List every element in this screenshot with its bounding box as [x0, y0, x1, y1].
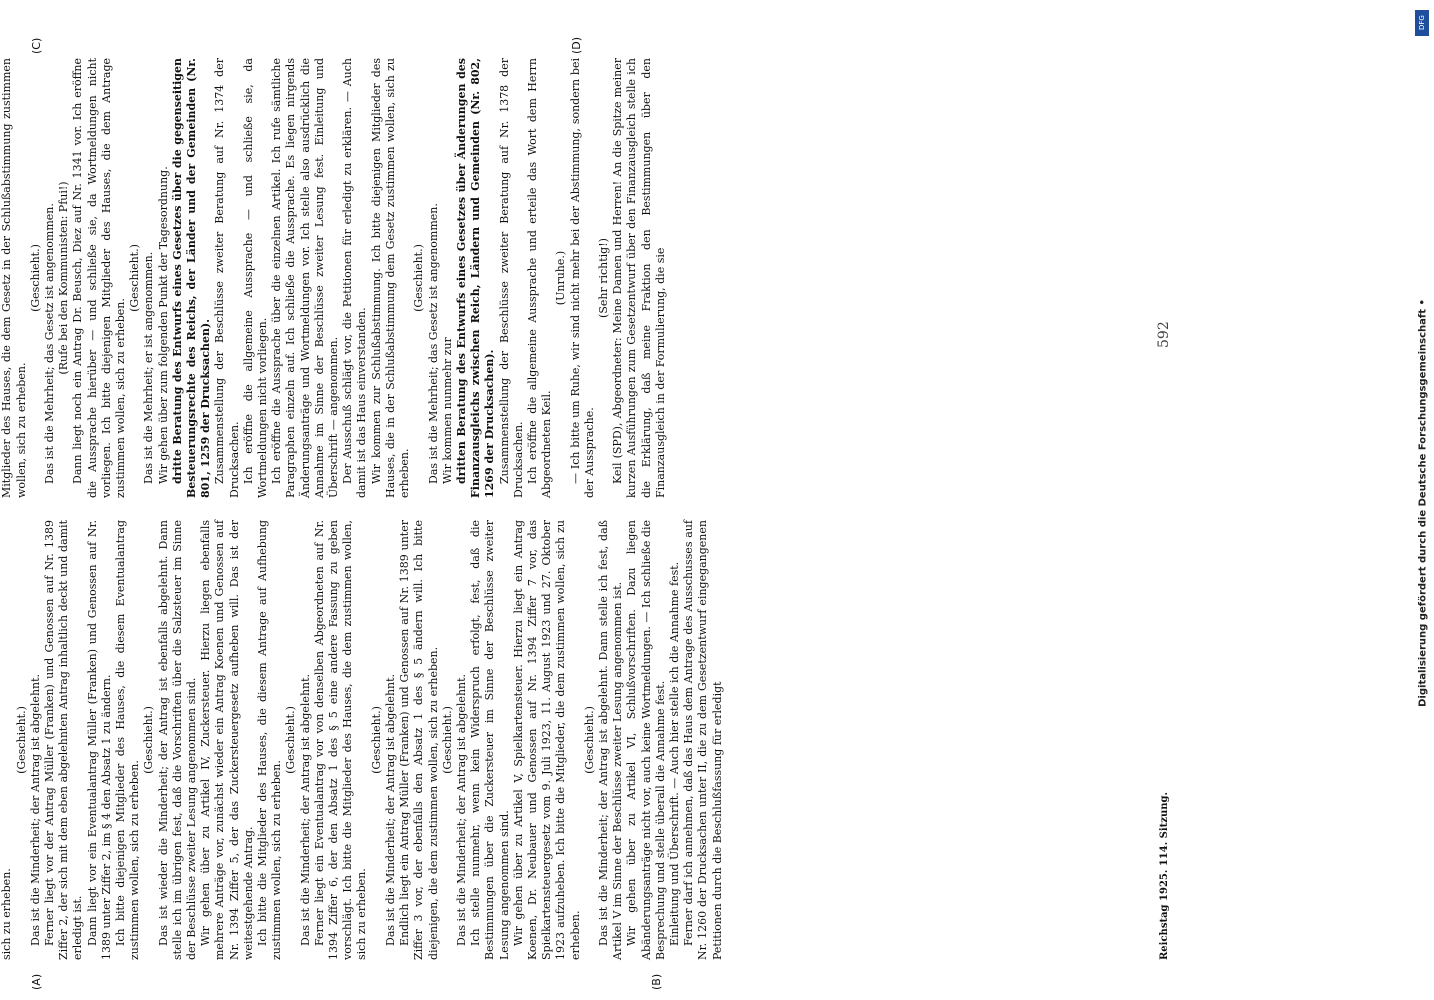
paragraph: (Geschieht.) — [582, 706, 596, 774]
paragraph: sich zu erheben. — [0, 868, 14, 960]
margin-letter-a: (A) — [30, 973, 43, 990]
funding-notice-text: Digitalisierung gefördert durch die Deutsche Forschungsgemeinschaft • — [1417, 299, 1429, 707]
paragraph: (Unruhe.) — [554, 250, 568, 306]
paragraph: Mitglieder des Hauses, die dem Gesetz in der Schlußabstimmung zustimmen wollen, sich zu erheben. — [0, 58, 28, 498]
paragraph: Das ist die Mehrheit; das Gesetz ist angenommen. — [426, 203, 440, 484]
paragraph: (Geschieht.) — [28, 244, 42, 312]
paragraph: Ferner liegt vor der Antrag Müller (Franken) und Genossen auf Nr. 1389 Ziffer 2, der sich mit dem eben abgelehnten Antrag inhaltlich deckt und damit erledigt ist. — [43, 520, 85, 960]
paragraph: Das ist die Minderheit; der Antrag ist abgelehnt. Dann stelle ich fest, daß Artikel V im Sinne der Beschlüsse zweiter Lesung angenommen ist. — [596, 520, 625, 960]
paragraph: Einleitung und Überschrift. — Auch hier stelle ich die Annahme fest. — [667, 561, 681, 946]
paragraph: Das ist die Minderheit; der Antrag ist abgelehnt. — [298, 673, 312, 946]
paragraph: Dann liegt vor ein Eventualantrag Müller (Franken) und Genossen auf Nr. 1389 unter Ziffer 2, im § 4 den Absatz 1 zu ändern. — [85, 520, 113, 960]
paragraph: Keil (SPD), Abgeordneter: Meine Damen und Herren! An die Spitze meiner kurzen Ausführungen zum Gesetzentwurf über den Finanzausgleich stelle ich die Erklärung, daß meine Fraktion den Bestimmungen über den Finanzausgleich in der Formulierung, die sie — [611, 58, 667, 498]
paragraph: Zusammenstellung der Beschlüsse zweiter Beratung auf Nr. 1374 der Drucksachen. — [213, 58, 241, 498]
paragraph: Wir gehen über zu Artikel V, Spielkartensteuer. Hierzu liegt ein Antrag Koenen, Dr. Neubauer und Genossen auf Nr. 1394 Ziffer 7 vor, das Spielkartensteuergesetz vom 9. Juli 1923, 11. August 1923 und 27. Oktober 1923 aufzuheben. Ich bitte die Mitglieder, die dem zustimmen wollen, sich zu erheben. — [511, 520, 582, 960]
paragraph: Das ist die Minderheit; der Antrag ist abgelehnt. — [454, 673, 468, 946]
margin-letter-c: (C) — [30, 37, 43, 54]
scanned-page — [0, 36, 1180, 990]
paragraph: Endlich liegt ein Antrag Müller (Franken) und Genossen auf Nr. 1389 unter Ziffer 3 vor, der ebenfalls den Absatz 1 des § 5 ändern will. Ich bitte diejenigen, die dem zustimmen wollen, sich zu erheben. — [398, 520, 440, 960]
paragraph: Das ist die Mehrheit; das Gesetz ist angenommen. — [43, 203, 57, 484]
paragraph: (Geschieht.) — [369, 706, 383, 774]
dfg-logo: DFG — [1415, 10, 1429, 36]
funding-notice — [1414, 8, 1432, 998]
paragraph: Ich eröffne die allgemeine Aussprache und erteile das Wort dem Herrn Abgeordneten Keil. — [525, 58, 554, 498]
paragraph: Das ist die Mehrheit; er ist angenommen. — [142, 251, 156, 484]
paragraph: (Geschieht.) — [440, 706, 454, 774]
margin-letter-d: (D) — [570, 36, 583, 54]
paragraph: Das ist die Minderheit; der Antrag ist abgelehnt. — [28, 673, 42, 946]
paragraph: Ich eröffne die Aussprache über die einzelnen Artikel. Ich rufe sämtliche Paragraphen einzeln auf. Ich schließe die Aussprache. Es liegen nirgends Änderungsanträge und Wortmeldungen vor. Ich stelle also ausdrücklich die Annahme im Sinne der Beschlüsse zweiter Lesung fest. Einleitung und Überschrift — angenommen. — [270, 58, 341, 498]
paragraph: Wir gehen über zu Artikel VI, Schlußvorschriften. Dazu liegen Abänderungsanträge nicht vor, auch keine Wortmeldungen. — Ich schließe die Besprechung und stelle überall die Annahme fest. — [625, 520, 667, 960]
margin-letter-b: (B) — [650, 973, 663, 990]
paragraph: Dann liegt noch ein Antrag Dr. Beusch, Diez auf Nr. 1341 vor. Ich eröffne die Aussprache hierüber — und schließe sie, da Wortmeldungen nicht vorliegen. Ich bitte diejenigen Mitglieder des Hauses, die dem Antrage zustimmen wollen, sich zu erheben. — [71, 58, 128, 498]
paragraph: Das ist die Minderheit; der Antrag ist abgelehnt. — [383, 673, 397, 946]
paragraph: Ich eröffne die allgemeine Aussprache — und schließe sie, da Wortmeldungen nicht vorliegen. — [241, 58, 270, 498]
paragraph: Ferner liegt ein Eventualantrag vor von denselben Abgeordneten auf Nr. 1394 Ziffer 6, der den Absatz 1 des § 5 eine andere Fassung zu geben vorschlägt. Ich bitte die Mitglieder des Hauses, die dem zustimmen wollen, sich zu erheben. — [312, 520, 369, 960]
right-column — [0, 58, 1148, 498]
agenda-item: dritten Beratung des Entwurfs eines Gesetzes über Änderungen des Finanzausgleichs zwischen Reich, Ländern und Gemeinden (Nr. 802, 1269 der Drucksachen). — [454, 58, 497, 498]
paragraph: Wir gehen über zu Artikel IV, Zuckersteuer. Hierzu liegen ebenfalls mehrere Anträge vor, zunächst wieder ein Antrag Koenen und Genossen auf Nr. 1394 Ziffer 5, der das Zuckersteuergesetz aufheben will. Das ist der weitestgehende Antrag. — [199, 520, 255, 960]
paragraph: (Sehr richtig!) — [596, 238, 610, 318]
paragraph: Ich bitte diejenigen Mitglieder des Hauses, die diesem Eventualantrag zustimmen wollen, sich zu erheben. — [114, 520, 142, 960]
paragraph: Wir kommen nunmehr zur — [440, 337, 454, 484]
paragraph: Das ist wieder die Minderheit; der Antrag ist ebenfalls abgelehnt. Dann stelle ich im übrigen fest, daß die Vorschriften über die Salzsteuer im Sinne der Beschlüsse zweiter Lesung angenommen sind. — [156, 520, 199, 960]
left-column — [0, 520, 1148, 960]
paragraph: Zusammenstellung der Beschlüsse zweiter Beratung auf Nr. 1378 der Drucksachen. — [497, 58, 525, 498]
paragraph: Ferner darf ich annehmen, daß das Haus dem Antrage des Ausschusses auf Nr. 1260 der Drucksachen unter II, die zu dem Gesetzentwurf eingegangenen Petitionen durch die Beschlußfassung für erledigt — [682, 520, 724, 960]
sheet-number: 592 — [1156, 321, 1172, 348]
paragraph: Wir kommen zur Schlußabstimmung. Ich bitte diejenigen Mitglieder des Hauses, die in der Schlußabstimmung dem Gesetz zustimmen wollen, sich zu erheben. — [369, 58, 412, 498]
paragraph: (Geschieht.) — [412, 244, 426, 312]
paragraph: Wir gehen über zum folgenden Punkt der Tagesordnung. — [156, 166, 170, 484]
page-footer: Reichstag 1925. 114. Sitzung. — [1159, 792, 1170, 960]
paragraph: (Geschieht.) — [14, 706, 28, 774]
paragraph: — Ich bitte um Ruhe, wir sind nicht mehr bei der Abstimmung, sondern bei der Aussprache. — [568, 58, 596, 498]
paragraph: Der Ausschuß schlägt vor, die Petitionen für erledigt zu erklären. — Auch damit ist das Haus einverstanden. — [341, 58, 369, 498]
paragraph: (Rufe bei den Kommunisten: Pfui!) — [57, 181, 71, 375]
paragraph: Ich bitte die Mitglieder des Hauses, die diesem Antrage auf Aufhebung zustimmen wollen, sich zu erheben. — [256, 520, 284, 960]
agenda-item: dritte Beratung des Entwurfs eines Gesetzes über die gegenseitigen Besteuerungsrechte des Reichs, der Länder und der Gemeinden (Nr. 801, 1259 der Drucksachen). — [170, 58, 213, 498]
paragraph: (Geschieht.) — [284, 706, 298, 774]
paragraph: Ich stelle nunmehr, wenn kein Widerspruch erfolgt, fest, daß die Bestimmungen über die Zuckersteuer im Sinne der Beschlüsse zweiter Lesung angenommen sind. — [469, 520, 511, 960]
paragraph: (Geschieht.) — [142, 706, 156, 774]
paragraph: (Geschieht.) — [128, 244, 142, 312]
